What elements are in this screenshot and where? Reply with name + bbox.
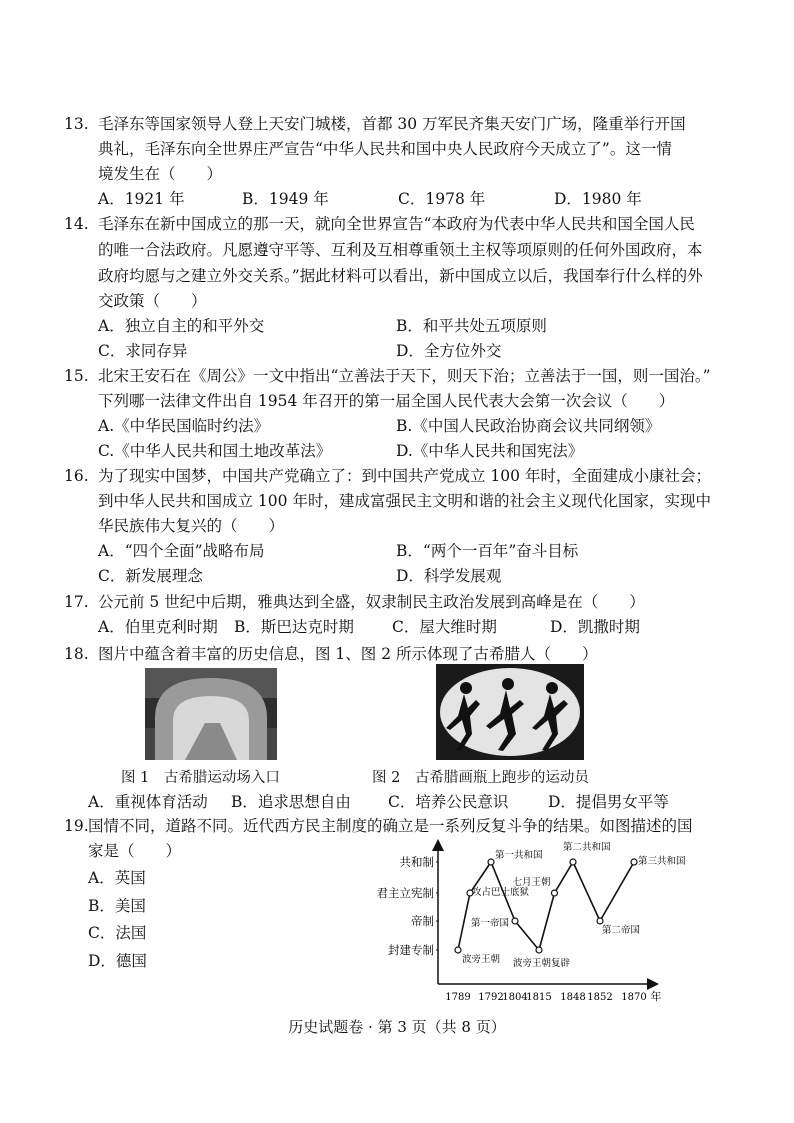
q13-stem-line-1: 毛泽东等国家领导人登上天安门城楼，首都 30 万军民齐集天安门广场，隆重举行开国 — [98, 115, 686, 133]
y-axis-label-0: 封建专制 — [388, 943, 434, 957]
q19-stem-line-1: 国情不同，道路不同。近代西方民主制度的确立是一系列反复斗争的结果。如图描述的国 — [88, 817, 693, 835]
chart-point-label-7: 第二帝国 — [602, 925, 641, 936]
q14-option-c: C．求同存异 — [98, 342, 188, 360]
chart-point-label-4: 波旁王朝复辟 — [513, 958, 571, 969]
y-axis-label-3: 共和制 — [399, 855, 434, 869]
q14-number: 14. — [64, 215, 89, 233]
q13-option-a: A．1921 年 — [98, 190, 185, 208]
chart-point-2 — [488, 859, 494, 865]
chart-point-label-5: 七月王朝 — [512, 877, 551, 888]
q13-option-d: D．1980 年 — [554, 190, 642, 208]
q14-stem-line-2: 的唯一合法政府。凡愿遵守平等、互利及互相尊重领土主权等项原则的任何外国政府，本 — [98, 241, 703, 259]
q13-stem-line-2: 典礼，毛泽东向全世界庄严宣告“中华人民共和国中央人民政府今天成立了”。这一情 — [98, 140, 672, 158]
q14-stem-line-1: 毛泽东在新中国成立的那一天，就向全世界宣告“本政府为代表中华人民共和国全国人民 — [98, 215, 695, 233]
q19-number: 19. — [64, 817, 89, 835]
q14-stem-line-4: 交政策（ ） — [98, 292, 207, 310]
q13-option-c: C．1978 年 — [398, 190, 486, 208]
q17-option-d: D．凯撒时期 — [550, 618, 640, 636]
x-axis-tick-label-3: 1815 — [526, 992, 552, 1003]
chart-point-4 — [536, 947, 542, 953]
q15-stem-line-2: 下列哪一法律文件出自 1954 年召开的第一届全国人民代表大会第一次会议（ ） — [98, 392, 675, 410]
q16-stem-line-3: 华民族伟大复兴的（ ） — [98, 517, 285, 535]
q18-option-d: D．提倡男女平等 — [548, 793, 669, 811]
q16-stem-line-1: 为了现实中国梦，中国共产党确立了：到中国共产党成立 100 年时，全面建成小康社会； — [98, 467, 711, 485]
q14-option-d: D．全方位外交 — [396, 342, 502, 360]
chart-point-label-8: 第三共和国 — [638, 856, 686, 867]
chart-point-6 — [570, 859, 576, 865]
q15-option-a: A.《中华民国临时约法》 — [98, 417, 270, 435]
figure-1-caption: 图 1 古希腊运动场入口 — [121, 770, 280, 786]
q19-option-a: A．英国 — [88, 869, 146, 887]
x-axis-tick-label-4: 1848 — [560, 992, 586, 1003]
q17-number: 17. — [64, 593, 89, 611]
q14-option-b: B．和平共处五项原则 — [396, 317, 547, 335]
q17-option-b: B．斯巴达克时期 — [234, 618, 354, 636]
q15-option-d: D.《中华人民共和国宪法》 — [396, 442, 584, 460]
q17-option-c: C．屋大维时期 — [392, 618, 497, 636]
q19-stem-line-2: 家是（ ） — [88, 842, 182, 860]
q14-option-a: A．独立自主的和平外交 — [98, 317, 265, 335]
q15-option-b: B.《中国人民政治协商会议共同纲领》 — [396, 417, 661, 435]
x-axis-tick-label-1: 1792 — [478, 992, 504, 1003]
q18-option-b: B．追求思想自由 — [231, 793, 351, 811]
chart-point-label-0: 波旁王朝 — [462, 954, 501, 965]
x-axis-tick-label-2: 1804 — [502, 992, 528, 1003]
x-axis-tick-label-0: 1789 — [445, 992, 471, 1003]
figure-2-vase-runners-image — [436, 664, 584, 760]
page-footer: 历史试题卷 · 第 3 页（共 8 页） — [288, 1018, 506, 1036]
q17-stem-line-1: 公元前 5 世纪中后期，雅典达到全盛，奴隶制民主政治发展到高峰是在（ ） — [98, 593, 645, 611]
q17-option-a: A．伯里克利时期 — [98, 618, 218, 636]
chart-point-label-3: 第一帝国 — [470, 918, 509, 929]
q16-option-a: A．“四个全面”战略布局 — [98, 542, 265, 560]
chart-point-8 — [631, 859, 637, 865]
q16-option-d: D．科学发展观 — [396, 567, 502, 585]
figure-1-stadium-entrance-image — [145, 668, 277, 760]
chart-point-7 — [597, 918, 603, 924]
q14-stem-line-3: 政府均愿与之建立外交关系。”据此材料可以看出，新中国成立以后，我国奉行什么样的外 — [98, 267, 703, 285]
q15-option-c: C.《中华人民共和国土地改革法》 — [98, 442, 332, 460]
q18-option-a: A．重视体育活动 — [88, 793, 208, 811]
chart-point-label-6: 第二共和国 — [563, 842, 611, 853]
figure-2-caption: 图 2 古希腊画瓶上跑步的运动员 — [372, 770, 589, 786]
x-axis-unit: 年 — [650, 990, 662, 1003]
q19-option-c: C．法国 — [88, 924, 147, 942]
chart-point-0 — [455, 947, 461, 953]
q13-option-b: B．1949 年 — [242, 190, 329, 208]
chart-point-label-2: 第一共和国 — [495, 850, 543, 861]
y-axis-label-1: 帝制 — [411, 914, 434, 928]
q19-option-d: D．德国 — [88, 952, 147, 970]
chart-series-line — [458, 862, 634, 950]
q16-stem-line-2: 到中华人民共和国成立 100 年时，建成富强民主文明和谐的社会主义现代化国家，实现中 — [98, 492, 711, 510]
q13-number: 13. — [64, 115, 89, 133]
q18-stem-line-1: 图片中蕴含着丰富的历史信息，图 1、图 2 所示体现了古希腊人（ ） — [98, 645, 598, 663]
q16-option-c: C．新发展理念 — [98, 567, 203, 585]
q18-option-c: C．培养公民意识 — [388, 793, 509, 811]
y-axis-label-2: 君主立宪制 — [376, 886, 434, 900]
chart-point-5 — [551, 890, 557, 896]
q13-stem-line-3: 境发生在（ ） — [98, 165, 223, 183]
q19-option-b: B．美国 — [88, 897, 146, 915]
q16-option-b: B．“两个一百年”奋斗目标 — [396, 542, 579, 560]
q16-number: 16. — [64, 467, 89, 485]
x-axis-tick-label-5: 1852 — [587, 992, 613, 1003]
q15-stem-line-1: 北宋王安石在《周公》一文中指出“立善法于天下，则天下治；立善法于一国，则一国治。” — [98, 367, 711, 385]
x-axis-tick-label-6: 1870 — [621, 992, 647, 1003]
q15-number: 15. — [64, 367, 89, 385]
chart-point-3 — [512, 918, 518, 924]
q18-number: 18. — [64, 645, 89, 663]
chart-point-label-1: 攻占巴士底狱 — [472, 887, 530, 898]
political-system-timeline-chart — [360, 838, 686, 1003]
